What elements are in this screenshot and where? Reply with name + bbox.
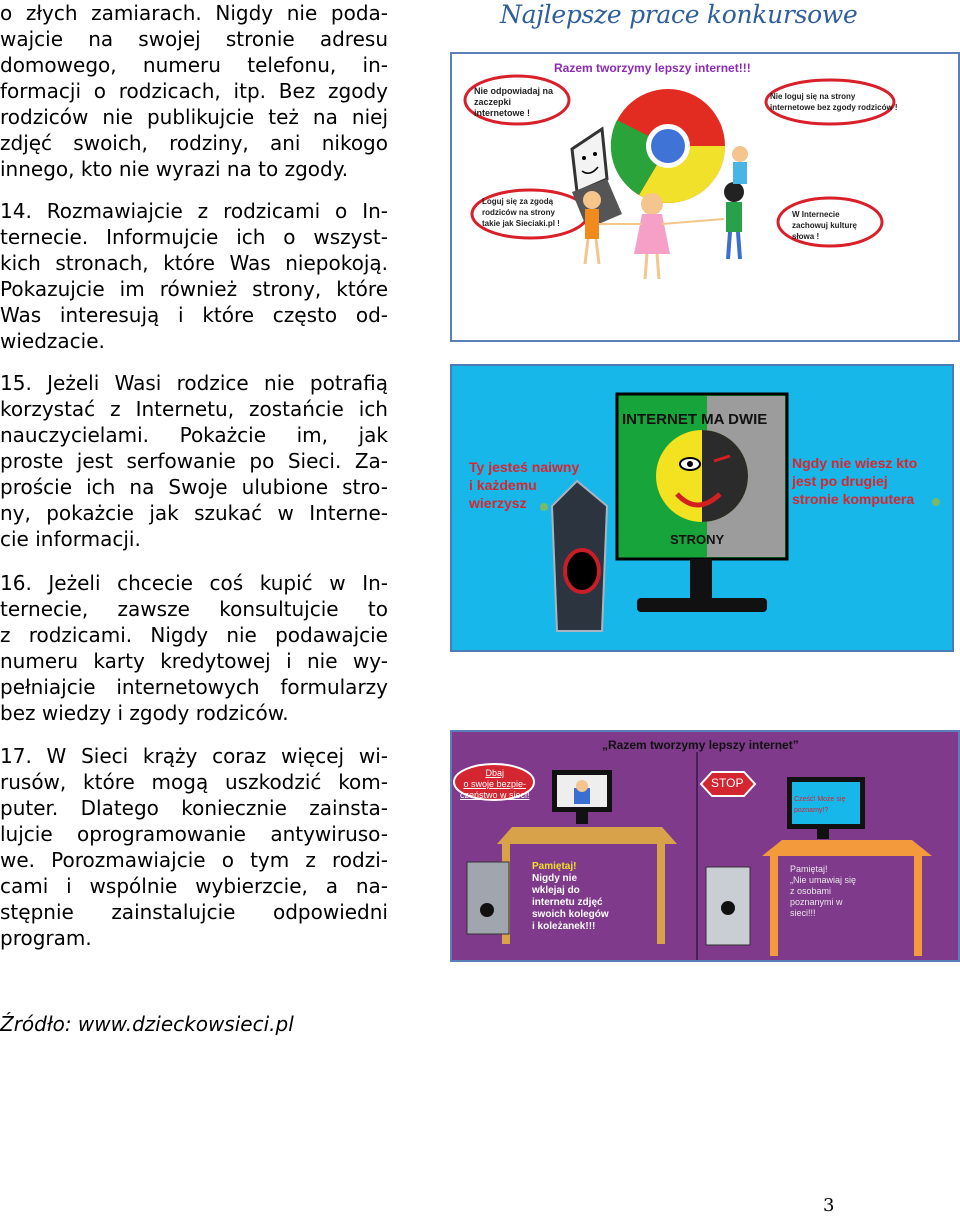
stop-sign-label: STOP: [711, 776, 744, 790]
text-line: stępnie zainstalujcie odpowiedni: [0, 900, 388, 924]
browser-logo-icon: [611, 89, 725, 203]
poster-3-illustration: [452, 732, 960, 962]
two-faced-emoji-icon: [656, 430, 748, 522]
text-line: ternecie. Informujcie ich o wszyst-: [0, 225, 388, 249]
page-number: 3: [823, 1195, 835, 1216]
paragraph-14: [0, 198, 388, 354]
text-line: rusów, które mogą uszkodzić kom-: [0, 770, 388, 794]
text-line: proste jest serfowanie po Sieci. Za-: [0, 449, 388, 473]
text-line: cami i wspólnie wybierzcie, a na-: [0, 874, 388, 898]
text-line: numeru karty kredytowej i nie wy-: [0, 649, 388, 673]
text-line: z rodzicami. Nigdy nie podawajcie: [0, 623, 388, 647]
text-line: nauczycielami. Pokażcie im, jak: [0, 423, 388, 447]
text-line: 15. Jeżeli Wasi rodzice nie potrafią: [0, 371, 388, 395]
text-line: wajcie na swojej stronie adresu: [0, 27, 388, 51]
bubble-bottom-right: W Internecie zachowuj kulturę słowa !: [792, 210, 857, 241]
text-line: o złych zamiarach. Nigdy nie poda-: [0, 1, 388, 25]
poster-2-right-text: Ngdy nie wiesz kto jest po drugiej stronie komputera: [792, 455, 918, 507]
poster-3-bubble: Dbaj o swoje bezpie- czeństwo w sieci!: [460, 768, 530, 800]
paragraph-15: [0, 370, 388, 552]
text-line: zdjęć swoich, rodziny, ani nikogo: [0, 131, 388, 155]
text-line: innego, kto nie wyrazi na to zgody.: [0, 157, 349, 181]
poster-3-note-right: Pamiętaj! „Nie umawiaj się z osobami poznanymi w sieci!!!: [790, 864, 857, 918]
poster-3-title: „Razem tworzymy lepszy internet”: [602, 738, 799, 752]
text-line: cie informacji.: [0, 527, 141, 551]
text-line: Was interesują i które często od-: [0, 303, 388, 327]
paragraph-17: [0, 743, 388, 951]
poster-2-left-text: Ty jesteś naiwny i każdemu wierzysz: [469, 459, 580, 511]
paragraph-13-continued: [0, 0, 388, 182]
text-line: wiedzacie.: [0, 329, 105, 353]
text-line: kich stronach, które Was niepokoją.: [0, 251, 388, 275]
poster-1-title: Razem tworzymy lepszy internet!!!: [554, 61, 751, 75]
text-line: rodziców nie publikujcie też na niej: [0, 105, 388, 129]
poster-3-screen-text: Cześć! Może się poznamy!?: [794, 796, 846, 814]
poster-2-top-text: INTERNET MA DWIE: [622, 411, 768, 428]
text-line: program.: [0, 926, 92, 950]
text-line: ny, pokażcie jak szukać w Interne-: [0, 501, 388, 525]
text-line: proście ich na Swoje ulubione stro-: [0, 475, 388, 499]
text-line: domowego, numeru telefonu, in-: [0, 53, 388, 77]
poster-2-bottom-text: STRONY: [670, 532, 725, 547]
source-citation: Źródło: www.dzieckowsieci.pl: [0, 1012, 294, 1036]
section-heading: Najlepsze prace konkursowe: [500, 0, 858, 29]
contest-poster-1: [450, 52, 960, 342]
bubble-top-right: Nie loguj się na strony internetowe bez zgody rodziców !: [770, 92, 898, 112]
text-line: bez wiedzy i zgody rodziców.: [0, 701, 289, 725]
poster-3-note-left: Pamiętaj! Nigdy nie wklejaj do internetu zdjęć swoich kolegów i koleżanek!!!: [532, 861, 609, 932]
text-line: lujcie oprogramowanie antywiruso-: [0, 822, 388, 846]
text-line: formacji o rodzicach, itp. Bez zgody: [0, 79, 388, 103]
text-line: Pokazujcie im również strony, które: [0, 277, 388, 301]
text-line: puter. Dlatego koniecznie zainsta-: [0, 796, 388, 820]
contest-poster-3: [450, 730, 960, 962]
bubble-bottom-left: Loguj się za zgodą rodziców na strony takie jak Sieciaki.pl !: [482, 197, 560, 228]
bubble-top-left: Nie odpowiadaj na zaczepki internetowe !: [474, 86, 554, 118]
text-line: ternecie, zawsze konsultujcie to: [0, 597, 388, 621]
contest-poster-2: [450, 364, 954, 652]
text-line: 16. Jeżeli chcecie coś kupić w In-: [0, 571, 388, 595]
paragraph-16: [0, 570, 388, 726]
text-line: 17. W Sieci krąży coraz więcej wi-: [0, 744, 388, 768]
text-line: 14. Rozmawiajcie z rodzicami o In-: [0, 199, 388, 223]
text-line: we. Porozmawiajcie o tym z rodzi-: [0, 848, 388, 872]
text-line: korzystać z Internetu, zostańcie ich: [0, 397, 388, 421]
text-line: pełniajcie internetowych formularzy: [0, 675, 388, 699]
